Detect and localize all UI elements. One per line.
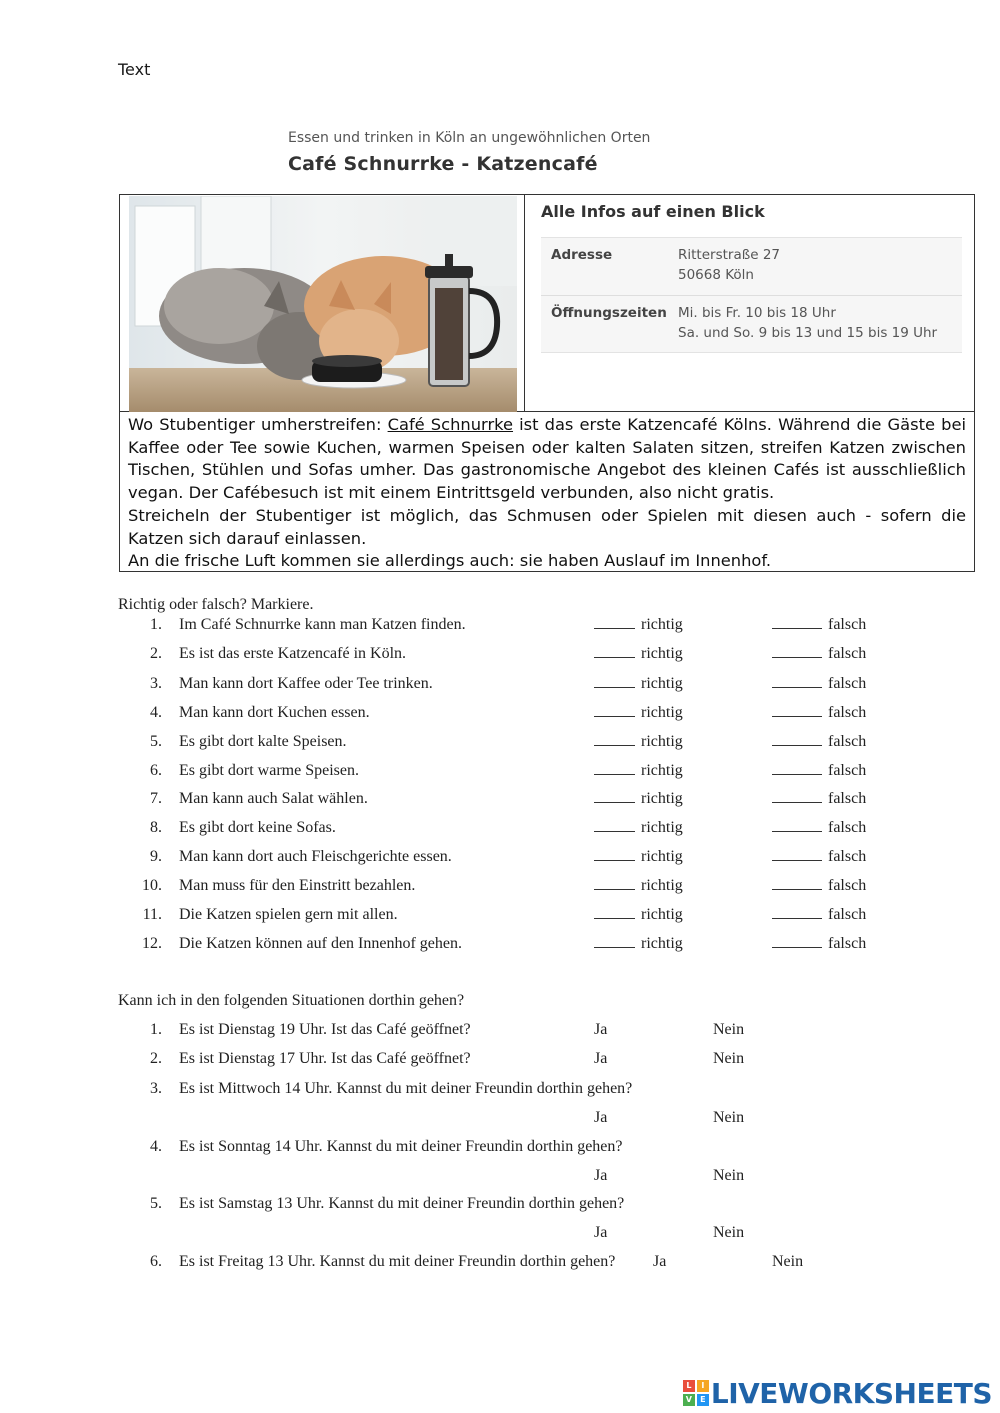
exercise1-item-text: Es ist das erste Katzencafé in Köln.: [179, 645, 407, 662]
false-option[interactable]: [772, 790, 866, 808]
false-option[interactable]: [772, 877, 866, 895]
exercise2-item-number: 3.: [150, 1080, 162, 1097]
info-heading: Alle Infos auf einen Blick: [541, 202, 765, 221]
hours-line1: Mi. bis Fr. 10 bis 18 Uhr: [678, 305, 836, 321]
exercise1-item-text: Man kann auch Salat wählen.: [179, 790, 368, 807]
answer-blank[interactable]: [594, 790, 635, 803]
liveworksheets-logo: [683, 1376, 992, 1410]
answer-blank[interactable]: [772, 935, 822, 948]
answer-blank[interactable]: [772, 675, 822, 688]
true-label: richtig: [641, 704, 683, 721]
exercise1-item-text: Man kann dort Kaffee oder Tee trinken.: [179, 675, 433, 692]
false-label: falsch: [828, 877, 867, 894]
info-row-separator: [541, 295, 962, 296]
yes-option[interactable]: Ja: [594, 1109, 608, 1126]
exercise2-item-text: Es ist Samstag 13 Uhr. Kannst du mit deiner Freundin dorthin gehen?: [179, 1195, 625, 1212]
false-option[interactable]: [772, 733, 866, 751]
article-paragraph-2: Streicheln der Stubentiger ist möglich, das Schmusen oder Spielen mit diesen auch - sofern die Katzen sich darauf einlassen.: [128, 505, 966, 548]
false-option[interactable]: [772, 906, 866, 924]
no-option[interactable]: Nein: [713, 1109, 745, 1126]
logo-block: L: [683, 1380, 695, 1392]
true-label: richtig: [641, 733, 683, 750]
false-label: falsch: [828, 848, 867, 865]
false-label: falsch: [828, 645, 867, 662]
logo-text: LIVEWORKSHEETS: [710, 1376, 992, 1410]
false-option[interactable]: [772, 762, 866, 780]
answer-blank[interactable]: [594, 848, 635, 861]
article-paragraph-1-rest: ist das erste Katzencafé Kölns. Während die Gäste bei Kaffee oder Tee sowie Kuchen, warmen Speisen oder kalten Salaten sitzen, streifen Katzen zwischen Tischen, Stühlen und Sofas umher. Das gastronomische Angebot des kleinen Cafés ist ausschließlich vegan. Der Cafébesuch ist mit einem Eintrittsgeld verbunden, also nicht gratis.: [128, 415, 966, 503]
article-paragraph-1: [128, 414, 966, 505]
yes-option[interactable]: Ja: [594, 1021, 608, 1038]
exercise1-item-number: 5.: [150, 733, 162, 750]
exercise2-instruction: Kann ich in den folgenden Situationen dorthin gehen?: [118, 992, 465, 1009]
false-option[interactable]: [772, 935, 866, 953]
hours-line2: Sa. und So. 9 bis 13 und 15 bis 19 Uhr: [678, 325, 938, 341]
exercise1-item-text: Man kann dort auch Fleischgerichte essen.: [179, 848, 452, 865]
article-colon: :: [376, 415, 388, 434]
exercise1-item-number: 10.: [142, 877, 162, 894]
exercise1-item-number: 4.: [150, 704, 162, 721]
exercise2-item-text: Es ist Sonntag 14 Uhr. Kannst du mit deiner Freundin dorthin gehen?: [179, 1138, 623, 1155]
answer-blank[interactable]: [772, 819, 822, 832]
exercise1-item-number: 7.: [150, 790, 162, 807]
cafe-name-link: Café Schnurrke: [387, 415, 514, 434]
article-paragraph-3: An die frische Luft kommen sie allerdings auch: sie haben Auslauf im Innenhof.: [128, 551, 772, 571]
true-option[interactable]: [594, 704, 683, 722]
logo-blocks-icon: [683, 1380, 709, 1406]
yes-option[interactable]: Ja: [594, 1050, 608, 1067]
false-option[interactable]: [772, 819, 866, 837]
false-label: falsch: [828, 906, 867, 923]
answer-blank[interactable]: [772, 704, 822, 717]
exercise1-item-number: 11.: [142, 906, 162, 923]
exercise2-item-text: Es ist Dienstag 17 Uhr. Ist das Café geöffnet?: [179, 1050, 471, 1067]
answer-blank[interactable]: [772, 877, 822, 890]
true-label: richtig: [641, 819, 683, 836]
true-label: richtig: [641, 616, 683, 633]
article-text: [128, 414, 966, 573]
exercise1-item-text: Man kann dort Kuchen essen.: [179, 704, 370, 721]
true-option[interactable]: [594, 645, 683, 663]
false-label: falsch: [828, 790, 867, 807]
header-label: Text: [118, 60, 151, 79]
exercise1-item-text: Im Café Schnurrke kann man Katzen finden.: [179, 616, 466, 633]
false-label: falsch: [828, 762, 867, 779]
true-label: richtig: [641, 675, 683, 692]
false-option[interactable]: [772, 616, 866, 634]
false-option[interactable]: [772, 675, 866, 693]
answer-blank[interactable]: [772, 645, 822, 658]
exercise2-item-text: Es ist Mittwoch 14 Uhr. Kannst du mit deiner Freundin dorthin gehen?: [179, 1080, 633, 1097]
yes-option[interactable]: Ja: [653, 1253, 667, 1270]
false-option[interactable]: [772, 848, 866, 866]
exercise1-item-text: Die Katzen können auf den Innenhof gehen.: [179, 935, 462, 952]
true-option[interactable]: [594, 906, 683, 924]
false-option[interactable]: [772, 645, 866, 663]
answer-blank[interactable]: [594, 616, 635, 629]
false-label: falsch: [828, 819, 867, 836]
false-label: falsch: [828, 675, 867, 692]
true-option[interactable]: [594, 762, 683, 780]
hours-label: Öffnungszeiten: [551, 305, 667, 321]
exercise1-item-number: 9.: [150, 848, 162, 865]
no-option[interactable]: Nein: [713, 1050, 745, 1067]
yes-option[interactable]: Ja: [594, 1224, 608, 1241]
cats-photo: [129, 196, 517, 412]
false-label: falsch: [828, 704, 867, 721]
answer-blank[interactable]: [772, 790, 822, 803]
article-subtitle: Essen und trinken in Köln an ungewöhnlichen Orten: [288, 130, 651, 146]
answer-blank[interactable]: [772, 733, 822, 746]
true-option[interactable]: [594, 675, 683, 693]
true-option[interactable]: [594, 790, 683, 808]
answer-blank[interactable]: [594, 704, 635, 717]
true-option[interactable]: [594, 935, 683, 953]
true-option[interactable]: [594, 848, 683, 866]
no-option[interactable]: Nein: [713, 1224, 745, 1241]
box-divider-vertical: [524, 195, 525, 411]
logo-block: I: [697, 1380, 709, 1392]
exercise1-item-text: Es gibt dort kalte Speisen.: [179, 733, 347, 750]
exercise1-item-number: 6.: [150, 762, 162, 779]
answer-blank[interactable]: [594, 762, 635, 775]
false-label: falsch: [828, 733, 867, 750]
true-label: richtig: [641, 877, 683, 894]
answer-blank[interactable]: [772, 848, 822, 861]
true-label: richtig: [641, 906, 683, 923]
article-title: Café Schnurrke - Katzencafé: [288, 153, 598, 175]
answer-blank[interactable]: [594, 906, 635, 919]
exercise1-item-number: 12.: [142, 935, 162, 952]
yes-option[interactable]: Ja: [594, 1167, 608, 1184]
no-option[interactable]: Nein: [713, 1167, 745, 1184]
true-label: richtig: [641, 935, 683, 952]
logo-block: V: [683, 1394, 695, 1406]
exercise1-item-text: Man muss für den Einstritt bezahlen.: [179, 877, 416, 894]
false-label: falsch: [828, 935, 867, 952]
exercise2-item-number: 2.: [150, 1050, 162, 1067]
exercise2-item-text: Es ist Freitag 13 Uhr. Kannst du mit deiner Freundin dorthin gehen?: [179, 1253, 616, 1270]
address-line1: Ritterstraße 27: [678, 247, 781, 263]
exercise1-instruction: Richtig oder falsch? Markiere.: [118, 596, 314, 613]
exercise2-item-number: 1.: [150, 1021, 162, 1038]
exercise1-item-text: Es gibt dort warme Speisen.: [179, 762, 359, 779]
answer-blank[interactable]: [594, 877, 635, 890]
exercise1-item-number: 1.: [150, 616, 162, 633]
true-option[interactable]: [594, 877, 683, 895]
true-label: richtig: [641, 762, 683, 779]
exercise2-item-text: Es ist Dienstag 19 Uhr. Ist das Café geöffnet?: [179, 1021, 471, 1038]
address-label: Adresse: [551, 247, 613, 263]
answer-blank[interactable]: [594, 733, 635, 746]
true-label: richtig: [641, 645, 683, 662]
answer-blank[interactable]: [772, 616, 822, 629]
false-label: falsch: [828, 616, 867, 633]
true-option[interactable]: [594, 733, 683, 751]
false-option[interactable]: [772, 704, 866, 722]
exercise1-item-number: 3.: [150, 675, 162, 692]
logo-block: E: [697, 1394, 709, 1406]
exercise2-item-number: 6.: [150, 1253, 162, 1270]
true-label: richtig: [641, 848, 683, 865]
answer-blank[interactable]: [594, 935, 635, 948]
answer-blank[interactable]: [594, 819, 635, 832]
exercise2-item-number: 5.: [150, 1195, 162, 1212]
exercise1-item-text: Die Katzen spielen gern mit allen.: [179, 906, 398, 923]
exercise1-item-text: Es gibt dort keine Sofas.: [179, 819, 336, 836]
answer-blank[interactable]: [594, 675, 635, 688]
true-option[interactable]: [594, 616, 683, 634]
exercise1-item-number: 8.: [150, 819, 162, 836]
answer-blank[interactable]: [772, 762, 822, 775]
true-label: richtig: [641, 790, 683, 807]
exercise2-item-number: 4.: [150, 1138, 162, 1155]
exercise1-item-number: 2.: [150, 645, 162, 662]
answer-blank[interactable]: [772, 906, 822, 919]
true-option[interactable]: [594, 819, 683, 837]
answer-blank[interactable]: [594, 645, 635, 658]
no-option[interactable]: Nein: [772, 1253, 804, 1270]
article-lead: Wo Stubentiger umherstreifen: [128, 415, 376, 434]
no-option[interactable]: Nein: [713, 1021, 745, 1038]
address-line2: 50668 Köln: [678, 267, 754, 283]
